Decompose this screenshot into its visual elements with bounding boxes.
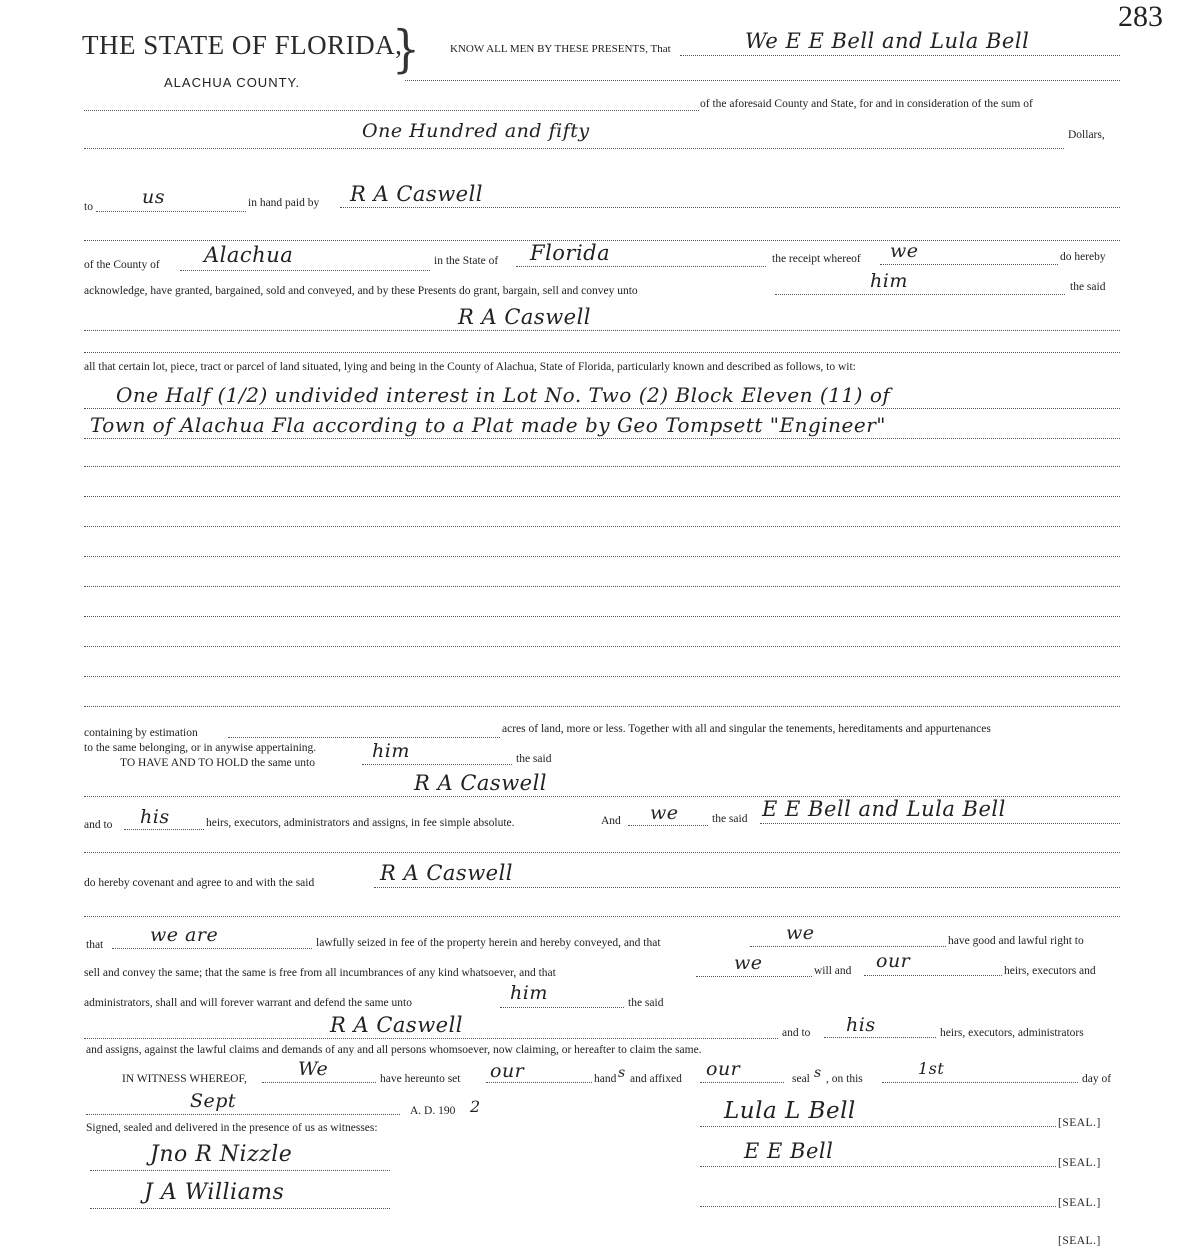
dotted-rule: [486, 1082, 592, 1083]
aforesaid-text: of the aforesaid County and State, for and in consideration of the sum of: [700, 98, 1033, 110]
in-witness-label: IN WITNESS WHEREOF,: [122, 1073, 247, 1085]
dotted-rule: [340, 207, 1120, 208]
grantee-name: R A Caswell: [458, 305, 592, 329]
land-description-line-1: One Half (1/2) undivided interest in Lot No. Two (2) Block Eleven (11) of: [116, 383, 891, 407]
in-hand-paid-label: in hand paid by: [248, 197, 320, 209]
dotted-rule: [124, 829, 204, 830]
receipt-whereof-label: the receipt whereof: [772, 253, 861, 265]
acknowledge-text: acknowledge, have granted, bargained, sold and conveyed, and by these Presents do grant, bargain, sell and convey unto: [84, 285, 638, 297]
state-name: Florida: [530, 241, 611, 265]
witness-signature-1: Jno R Nizzle: [150, 1142, 293, 1167]
day-value: 1st: [918, 1059, 945, 1078]
to-have-him: him: [372, 740, 410, 762]
and-we: we: [650, 802, 679, 824]
dotted-rule: [84, 408, 1120, 409]
and-affixed-label: and affixed: [630, 1073, 682, 1085]
signed-sealed-text: Signed, sealed and delivered in the presence of us as witnesses:: [86, 1122, 378, 1134]
dotted-rule: [84, 676, 1120, 677]
covenant-with-name: R A Caswell: [380, 861, 514, 885]
dotted-rule: [262, 1082, 376, 1083]
unto-him-2: him: [510, 982, 548, 1004]
dotted-rule: [112, 948, 312, 949]
dotted-rule: [84, 706, 1120, 707]
dotted-rule: [84, 852, 1120, 853]
dotted-rule: [882, 1082, 1078, 1083]
dotted-rule: [84, 616, 1120, 617]
belonging-text: to the same belonging, or in anywise appertaining.: [84, 742, 317, 754]
dotted-rule: [824, 1037, 936, 1038]
dotted-rule: [516, 266, 766, 267]
witness-we: We: [298, 1058, 329, 1080]
hand-label: hand: [594, 1073, 617, 1085]
dotted-rule: [84, 646, 1120, 647]
sell-we: we: [734, 952, 763, 974]
dotted-rule: [864, 975, 1002, 976]
dotted-rule: [84, 496, 1120, 497]
set-our: our: [490, 1060, 525, 1082]
land-description-line-2: Town of Alachua Fla according to a Plat made by Geo Tompsett "Engineer": [90, 413, 886, 437]
dotted-rule: [700, 1206, 1056, 1207]
dotted-rule: [880, 264, 1058, 265]
receipt-we: we: [890, 240, 919, 262]
dotted-rule: [84, 556, 1120, 557]
grantee-name-3: R A Caswell: [330, 1013, 464, 1037]
witness-signature-2: J A Williams: [144, 1180, 285, 1205]
dotted-rule: [500, 1007, 624, 1008]
will-and-our: our: [876, 950, 911, 972]
dotted-rule: [84, 466, 1120, 467]
header-brace: }: [392, 20, 420, 79]
containing-label: containing by estimation: [84, 727, 198, 739]
county-name: Alachua: [204, 243, 294, 267]
heirs-exec-admins-text: heirs, executors, administrators: [940, 1027, 1084, 1039]
seal-label-inline: seal: [792, 1073, 810, 1085]
dotted-rule: [362, 764, 512, 765]
good-lawful-text: have good and lawful right to: [948, 935, 1084, 947]
ad-label: A. D. 190: [410, 1105, 456, 1117]
seal-label-4: [SEAL.]: [1058, 1235, 1101, 1247]
dotted-rule: [90, 1208, 390, 1209]
that-we: we: [786, 922, 815, 944]
dotted-rule: [374, 887, 1120, 888]
signature-lula-bell: Lula L Bell: [724, 1098, 856, 1124]
year-digit: 2: [470, 1097, 481, 1116]
dotted-rule: [96, 211, 246, 212]
to-whom: us: [142, 186, 165, 208]
covenant-text: do hereby covenant and agree to and with the said: [84, 877, 315, 889]
grantee-name-2: R A Caswell: [414, 771, 548, 795]
to-label: to: [84, 201, 93, 213]
and-to-his: his: [140, 806, 170, 828]
page-number: 283: [1118, 0, 1163, 33]
state-title: THE STATE OF FLORIDA,: [82, 30, 403, 60]
in-state-label: in the State of: [434, 255, 499, 267]
the-said-2-label: the said: [516, 753, 552, 765]
seal-label-3: [SEAL.]: [1058, 1197, 1101, 1209]
grantors-names: We E E Bell and Lula Bell: [745, 29, 1030, 53]
know-all-men: KNOW ALL MEN BY THESE PRESENTS, That: [450, 43, 671, 55]
dotted-rule: [90, 1170, 390, 1171]
unto-him: him: [870, 270, 908, 292]
the-said-3-label: the said: [712, 813, 748, 825]
hands-s: s: [618, 1065, 626, 1081]
affixed-our: our: [706, 1058, 741, 1080]
consideration-sum: One Hundred and fifty: [362, 120, 590, 142]
on-this-label: , on this: [826, 1073, 863, 1085]
dotted-rule: [86, 1114, 400, 1115]
day-of-label: day of: [1082, 1073, 1112, 1085]
dotted-rule: [700, 1126, 1056, 1127]
dotted-rule: [84, 438, 1120, 439]
dotted-rule: [700, 1082, 784, 1083]
dotted-rule: [84, 110, 699, 111]
seal-label-2: [SEAL.]: [1058, 1157, 1101, 1169]
acres-text: acres of land, more or less. Together with all and singular the tenements, hereditaments and appurtenances: [502, 723, 991, 735]
of-county-label: of the County of: [84, 259, 160, 271]
month-value: Sept: [190, 1090, 237, 1112]
lawfully-text: lawfully seized in fee of the property herein and hereby conveyed, and that: [316, 937, 661, 949]
will-and-label: will and: [814, 965, 852, 977]
admins-warrant-text: administrators, shall and will forever warrant and defend the same unto: [84, 997, 412, 1009]
dotted-rule: [775, 294, 1065, 295]
dotted-rule: [84, 586, 1120, 587]
assigns-against-text: and assigns, against the lawful claims and demands of any and all persons whomsoever, now claiming, or hereafter to claim the same.: [86, 1044, 702, 1056]
dotted-rule: [84, 916, 1120, 917]
the-said-label: the said: [1070, 281, 1106, 293]
seals-s: s: [814, 1065, 822, 1081]
dotted-rule: [700, 1166, 1056, 1167]
that-label: that: [86, 939, 104, 951]
and-to-label: and to: [84, 819, 113, 831]
dotted-rule: [405, 80, 1120, 81]
dotted-rule: [696, 976, 812, 977]
seal-label-1: [SEAL.]: [1058, 1117, 1101, 1129]
dotted-rule: [228, 737, 500, 738]
that-we-are: we are: [150, 924, 219, 946]
dotted-rule: [180, 270, 430, 271]
county-title: ALACHUA COUNTY.: [164, 75, 301, 90]
dotted-rule: [680, 55, 1120, 56]
heirs-exec-and-text: heirs, executors and: [1004, 965, 1096, 977]
and-to-2-label: and to: [782, 1027, 811, 1039]
dotted-rule: [84, 352, 1120, 353]
and-to-his-2: his: [846, 1014, 876, 1036]
dollars-label: Dollars,: [1068, 129, 1105, 141]
do-hereby-label: do hereby: [1060, 251, 1106, 263]
the-said-4-label: the said: [628, 997, 664, 1009]
and-label: And: [601, 815, 621, 827]
heirs-exec-text: heirs, executors, administrators and assigns, in fee simple absolute.: [206, 817, 515, 829]
dotted-rule: [84, 330, 1120, 331]
sell-convey-text: sell and convey the same; that the same is free from all incumbrances of any kind whatsoever, and that: [84, 967, 556, 979]
dotted-rule: [750, 946, 946, 947]
dotted-rule: [84, 1038, 778, 1039]
dotted-rule: [84, 148, 1064, 149]
paid-by-name: R A Caswell: [350, 182, 484, 206]
dotted-rule: [760, 823, 1120, 824]
have-hereunto-label: have hereunto set: [380, 1073, 461, 1085]
grantors-names-2: E E Bell and Lula Bell: [762, 797, 1006, 821]
to-have-text: TO HAVE AND TO HOLD the same unto: [120, 757, 315, 769]
all-that-certain-text: all that certain lot, piece, tract or parcel of land situated, lying and being in the County of Alachua, State of Florida, particularly known and described as follows, to wit:: [84, 361, 856, 373]
dotted-rule: [84, 526, 1120, 527]
signature-ee-bell: E E Bell: [744, 1139, 834, 1163]
dotted-rule: [628, 825, 708, 826]
